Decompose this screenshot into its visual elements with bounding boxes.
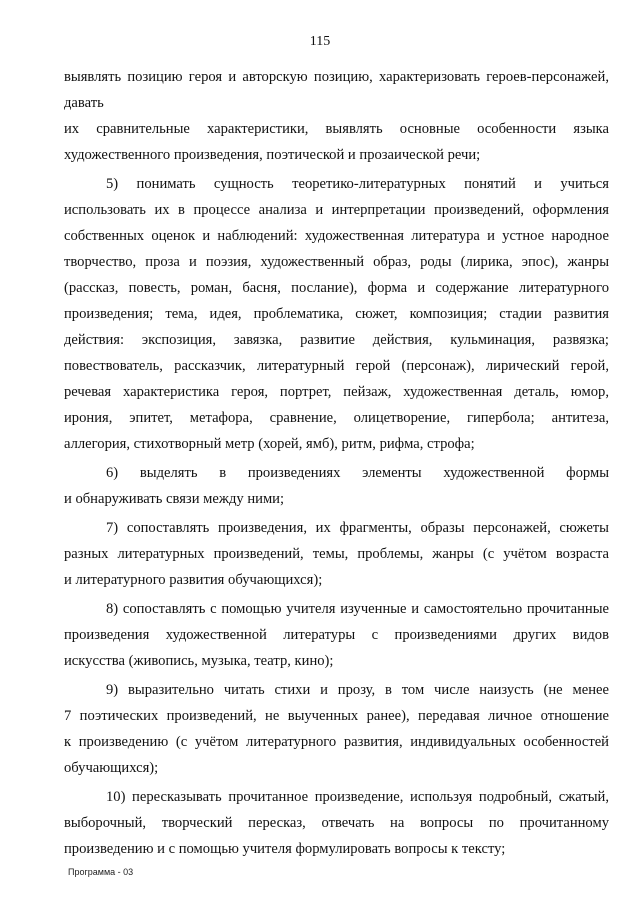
text-line: повествователь, рассказчик, литературный герой (персонаж), лирический герой, <box>64 358 609 374</box>
text-line: творчество, проза и поэзия, художественный образ, роды (лирика, эпос), жанры <box>64 254 609 270</box>
text-line: давать <box>64 95 104 111</box>
text-line: 6) выделять в произведениях элементы художественной формы <box>106 465 609 481</box>
text-line: художественного произведения, поэтической и прозаической речи; <box>64 147 481 163</box>
text-line: аллегория, стихотворный метр (хорей, ямб), ритм, рифма, строфа; <box>64 436 475 452</box>
text-line: произведения художественной литературы с произведениями других видов <box>64 627 609 643</box>
text-line: 10) пересказывать прочитанное произведение, используя подробный, сжатый, <box>106 789 609 805</box>
text-line: выявлять позицию героя и авторскую позицию, характеризовать героев-персонажей, <box>64 69 609 85</box>
text-line: 5) понимать сущность теоретико-литературных понятий и учиться <box>106 176 609 192</box>
text-line: 9) выразительно читать стихи и прозу, в том числе наизусть (не менее <box>106 682 609 698</box>
text-line: (рассказ, повесть, роман, басня, послание), форма и содержание литературного <box>64 280 609 296</box>
page-number: 115 <box>309 34 331 49</box>
text-line: к произведению (с учётом литературного развития, индивидуальных особенностей <box>64 734 609 750</box>
text-line: использовать их в процессе анализа и интерпретации произведений, оформления <box>64 202 609 218</box>
text-line: их сравнительные характеристики, выявлять основные особенности языка <box>64 121 609 137</box>
text-line: 8) сопоставлять с помощью учителя изученные и самостоятельно прочитанные <box>106 601 609 617</box>
text-line: ирония, эпитет, метафора, сравнение, олицетворение, гипербола; антитеза, <box>64 410 609 426</box>
footer-label: Программа - 03 <box>68 867 134 877</box>
text-line: 7) сопоставлять произведения, их фрагменты, образы персонажей, сюжеты <box>106 520 609 536</box>
text-line: действия: экспозиция, завязка, развитие действия, кульминация, развязка; <box>64 332 609 348</box>
text-line: выборочный, творческий пересказ, отвечать на вопросы по прочитанному <box>64 815 609 831</box>
text-line: и литературного развития обучающихся); <box>64 572 323 588</box>
text-line: обучающихся); <box>64 760 159 776</box>
text-line: и обнаруживать связи между ними; <box>64 491 285 507</box>
text-line: 7 поэтических произведений, не выученных ранее), передавая личное отношение <box>64 708 609 724</box>
text-line: произведению и с помощью учителя формулировать вопросы к тексту; <box>64 841 506 857</box>
text-line: речевая характеристика героя, портрет, пейзаж, художественная деталь, юмор, <box>64 384 609 400</box>
text-line: разных литературных произведений, темы, проблемы, жанры (с учётом возраста <box>64 546 609 562</box>
text-line: искусства (живопись, музыка, театр, кино); <box>64 653 334 669</box>
text-line: произведения; тема, идея, проблематика, сюжет, композиция; стадии развития <box>64 306 609 322</box>
body-text <box>64 64 609 862</box>
text-line: собственных оценок и наблюдений: художественная литература и устное народное <box>64 228 609 244</box>
